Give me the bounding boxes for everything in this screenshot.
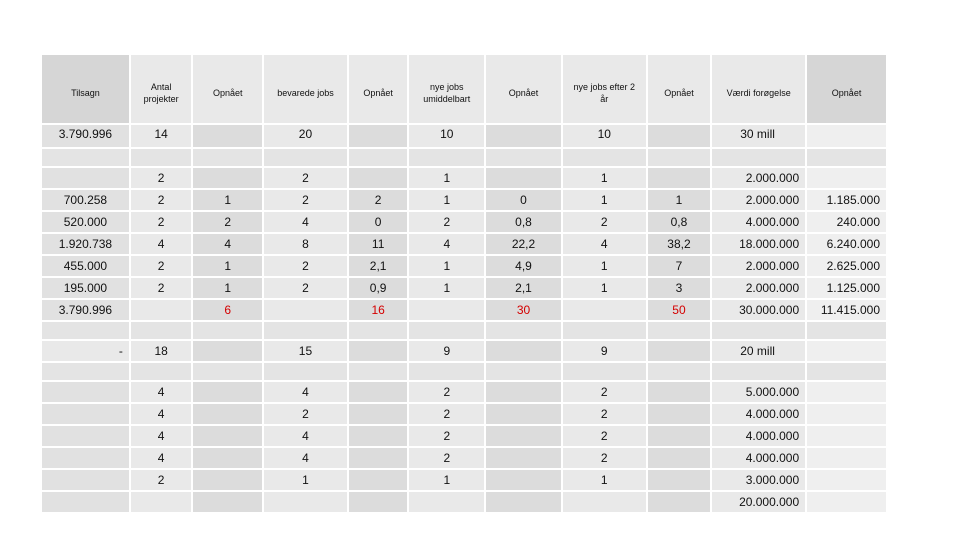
table-cell	[349, 149, 408, 166]
table-cell	[193, 426, 262, 446]
table-cell	[42, 448, 129, 468]
table-cell: 8	[264, 234, 347, 254]
table-cell: 6	[193, 300, 262, 320]
table-cell	[349, 322, 408, 339]
table-cell: 20	[264, 125, 347, 147]
table-cell: 4	[264, 426, 347, 446]
table-cell: 4	[193, 234, 262, 254]
table-cell	[42, 492, 129, 512]
table-cell: 2.625.000	[807, 256, 886, 276]
table-cell: 0	[486, 190, 561, 210]
table-cell	[648, 125, 711, 147]
table-cell: 0,8	[648, 212, 711, 232]
table-cell	[193, 448, 262, 468]
table-cell: 4,9	[486, 256, 561, 276]
table-cell: 30.000.000	[712, 300, 805, 320]
table-cell	[486, 341, 561, 361]
column-header: bevarede jobs	[264, 55, 347, 123]
table-cell	[807, 426, 886, 446]
column-header: Opnået	[349, 55, 408, 123]
table-cell: 2.000.000	[712, 278, 805, 298]
table-cell: 1	[563, 168, 646, 188]
table-cell: 2	[193, 212, 262, 232]
table-cell: 2	[131, 256, 192, 276]
table-cell	[648, 426, 711, 446]
table-cell: 4.000.000	[712, 448, 805, 468]
table-cell	[193, 382, 262, 402]
table-cell: 2	[409, 448, 484, 468]
table-row	[42, 278, 886, 298]
table-cell: 0,8	[486, 212, 561, 232]
table-cell: 1.185.000	[807, 190, 886, 210]
table-cell	[193, 470, 262, 490]
table-cell	[563, 492, 646, 512]
table-cell: 30	[486, 300, 561, 320]
table-cell: 50	[648, 300, 711, 320]
table-cell: 16	[349, 300, 408, 320]
table-cell	[349, 426, 408, 446]
table-cell: 0	[349, 212, 408, 232]
table-cell	[648, 168, 711, 188]
table-cell: 2	[563, 212, 646, 232]
table-cell	[349, 448, 408, 468]
table-cell: 2.000.000	[712, 190, 805, 210]
table-row	[42, 382, 886, 402]
table-row	[42, 470, 886, 490]
spacer-row	[42, 363, 886, 380]
table-cell	[807, 341, 886, 361]
table-cell: 2	[409, 426, 484, 446]
table-cell	[807, 470, 886, 490]
table-cell	[193, 322, 262, 339]
table-cell	[349, 382, 408, 402]
table-cell	[349, 168, 408, 188]
table-cell	[486, 363, 561, 380]
table-cell: 18	[131, 341, 192, 361]
table-cell	[807, 149, 886, 166]
table-cell	[409, 363, 484, 380]
table-cell: 2	[563, 382, 646, 402]
table-cell	[193, 341, 262, 361]
table-cell	[193, 125, 262, 147]
table-cell: 3.000.000	[712, 470, 805, 490]
table-cell	[193, 492, 262, 512]
table-cell: 9	[563, 341, 646, 361]
table-cell	[486, 322, 561, 339]
table-row	[42, 492, 886, 512]
table-cell	[807, 448, 886, 468]
table-row	[42, 168, 886, 188]
table-row	[42, 448, 886, 468]
table-cell	[648, 341, 711, 361]
table-cell: 2	[131, 278, 192, 298]
table-cell: 4	[131, 426, 192, 446]
table-cell	[486, 404, 561, 424]
header-row	[42, 55, 886, 123]
table-cell	[349, 470, 408, 490]
table-row	[42, 300, 886, 320]
table-cell: 4	[264, 382, 347, 402]
table-cell: 520.000	[42, 212, 129, 232]
table-cell	[131, 322, 192, 339]
table-cell	[264, 300, 347, 320]
table-cell: 7	[648, 256, 711, 276]
table-cell	[131, 363, 192, 380]
table-cell: 2	[131, 212, 192, 232]
table-cell	[42, 322, 129, 339]
data-table	[40, 53, 888, 514]
table-cell: 1	[409, 256, 484, 276]
table-cell: 4	[563, 234, 646, 254]
table-cell	[807, 168, 886, 188]
table-cell	[807, 404, 886, 424]
table-cell: 700.258	[42, 190, 129, 210]
table-row	[42, 426, 886, 446]
table-cell	[42, 149, 129, 166]
table-cell	[264, 492, 347, 512]
spacer-row	[42, 322, 886, 339]
table-cell: 2	[409, 212, 484, 232]
table-cell	[193, 404, 262, 424]
table-cell	[648, 448, 711, 468]
table-cell	[349, 492, 408, 512]
table-cell	[486, 168, 561, 188]
table-cell: 22,2	[486, 234, 561, 254]
table-cell	[131, 149, 192, 166]
table-cell: 2	[264, 190, 347, 210]
table-cell	[648, 470, 711, 490]
table-cell: 4	[131, 448, 192, 468]
table-cell: 1	[193, 256, 262, 276]
table-cell: 4.000.000	[712, 212, 805, 232]
table-cell	[131, 300, 192, 320]
table-row	[42, 341, 886, 361]
table-cell	[409, 492, 484, 512]
table-cell: 2,1	[349, 256, 408, 276]
table-cell: 1	[563, 256, 646, 276]
column-header: Opnået	[193, 55, 262, 123]
table-cell	[409, 149, 484, 166]
table-cell: 1	[264, 470, 347, 490]
table-cell: 15	[264, 341, 347, 361]
table-cell: 2.000.000	[712, 256, 805, 276]
table-row	[42, 125, 886, 147]
table-cell: 9	[409, 341, 484, 361]
table-cell	[563, 322, 646, 339]
table-cell: 2	[264, 278, 347, 298]
table-cell: 1	[409, 190, 484, 210]
table-cell: 1	[409, 470, 484, 490]
table-cell: 1	[409, 278, 484, 298]
table-cell: 1	[648, 190, 711, 210]
table-cell: 4	[264, 212, 347, 232]
table-cell: 1	[409, 168, 484, 188]
table-cell: 2	[409, 382, 484, 402]
table-cell	[42, 382, 129, 402]
table-cell	[648, 149, 711, 166]
table-cell: 1.920.738	[42, 234, 129, 254]
column-header: nye jobs efter 2 år	[563, 55, 646, 123]
table-cell	[486, 448, 561, 468]
table-cell: 18.000.000	[712, 234, 805, 254]
table-cell	[807, 322, 886, 339]
table-cell	[349, 341, 408, 361]
table-row	[42, 190, 886, 210]
table-cell: 2	[264, 404, 347, 424]
column-header: Opnået	[807, 55, 886, 123]
table-cell: 4	[409, 234, 484, 254]
table-cell	[486, 149, 561, 166]
table-cell	[131, 492, 192, 512]
table-cell: 3	[648, 278, 711, 298]
table-cell	[409, 322, 484, 339]
table-cell	[648, 492, 711, 512]
table-cell: 3.790.996	[42, 125, 129, 147]
table-cell: 6.240.000	[807, 234, 886, 254]
table-cell	[349, 404, 408, 424]
table-cell: 2	[131, 190, 192, 210]
table-cell	[486, 125, 561, 147]
table-cell	[264, 149, 347, 166]
table-cell	[42, 363, 129, 380]
table-cell	[807, 363, 886, 380]
table-cell	[193, 363, 262, 380]
table-cell	[42, 168, 129, 188]
table-cell	[349, 125, 408, 147]
table-cell: 11	[349, 234, 408, 254]
table-cell: 240.000	[807, 212, 886, 232]
table-cell	[486, 470, 561, 490]
table-cell: 1	[563, 470, 646, 490]
table-cell: 2,1	[486, 278, 561, 298]
table-cell: 4	[131, 382, 192, 402]
table-cell	[264, 363, 347, 380]
table-cell: 3.790.996	[42, 300, 129, 320]
table-cell: 4.000.000	[712, 426, 805, 446]
column-header: nye jobs umiddelbart	[409, 55, 484, 123]
table-cell: 4.000.000	[712, 404, 805, 424]
table-cell: 2	[563, 404, 646, 424]
table-cell	[807, 125, 886, 147]
table-cell	[807, 382, 886, 402]
table-cell	[42, 470, 129, 490]
table-cell: 2	[349, 190, 408, 210]
table-cell	[42, 404, 129, 424]
table-cell	[486, 426, 561, 446]
table-cell: 10	[409, 125, 484, 147]
table-cell	[409, 300, 484, 320]
table-cell: 4	[131, 404, 192, 424]
column-header: Opnået	[648, 55, 711, 123]
table-cell: 2	[131, 470, 192, 490]
table-cell	[193, 168, 262, 188]
table-cell: 1	[193, 190, 262, 210]
table-cell: 4	[131, 234, 192, 254]
table-cell: 38,2	[648, 234, 711, 254]
table-cell: 20 mill	[712, 341, 805, 361]
table-cell: 2	[264, 256, 347, 276]
table-cell: 2	[409, 404, 484, 424]
table-cell	[193, 149, 262, 166]
table-cell	[648, 382, 711, 402]
table-row	[42, 212, 886, 232]
table-cell: 1	[193, 278, 262, 298]
table-cell: 2	[563, 426, 646, 446]
table-cell: 1	[563, 190, 646, 210]
table-cell: 195.000	[42, 278, 129, 298]
column-header: Værdi forøgelse	[712, 55, 805, 123]
table-cell	[563, 300, 646, 320]
table-cell: 5.000.000	[712, 382, 805, 402]
table-cell: 455.000	[42, 256, 129, 276]
table-cell: 11.415.000	[807, 300, 886, 320]
table-cell: 20.000.000	[712, 492, 805, 512]
table-cell: -	[42, 341, 129, 361]
table-cell	[712, 322, 805, 339]
table-cell: 2	[131, 168, 192, 188]
spacer-row	[42, 149, 886, 166]
table-cell	[42, 426, 129, 446]
table-row	[42, 234, 886, 254]
table-cell	[264, 322, 347, 339]
table-cell	[486, 492, 561, 512]
table-cell	[486, 382, 561, 402]
table-cell: 2	[563, 448, 646, 468]
table-cell: 30 mill	[712, 125, 805, 147]
table-cell	[712, 149, 805, 166]
table-cell: 2	[264, 168, 347, 188]
table-cell: 1	[563, 278, 646, 298]
table-cell	[712, 363, 805, 380]
column-header: Antal projekter	[131, 55, 192, 123]
table-cell	[563, 149, 646, 166]
column-header: Opnået	[486, 55, 561, 123]
table-cell	[349, 363, 408, 380]
table-cell: 2.000.000	[712, 168, 805, 188]
table-row	[42, 256, 886, 276]
table-row	[42, 404, 886, 424]
table-cell	[807, 492, 886, 512]
table-cell: 10	[563, 125, 646, 147]
table-cell: 14	[131, 125, 192, 147]
table-cell	[648, 404, 711, 424]
table-cell	[648, 363, 711, 380]
table-cell: 1.125.000	[807, 278, 886, 298]
table-cell	[648, 322, 711, 339]
table-cell: 0,9	[349, 278, 408, 298]
table-cell	[563, 363, 646, 380]
column-header: Tilsagn	[42, 55, 129, 123]
table-cell: 4	[264, 448, 347, 468]
